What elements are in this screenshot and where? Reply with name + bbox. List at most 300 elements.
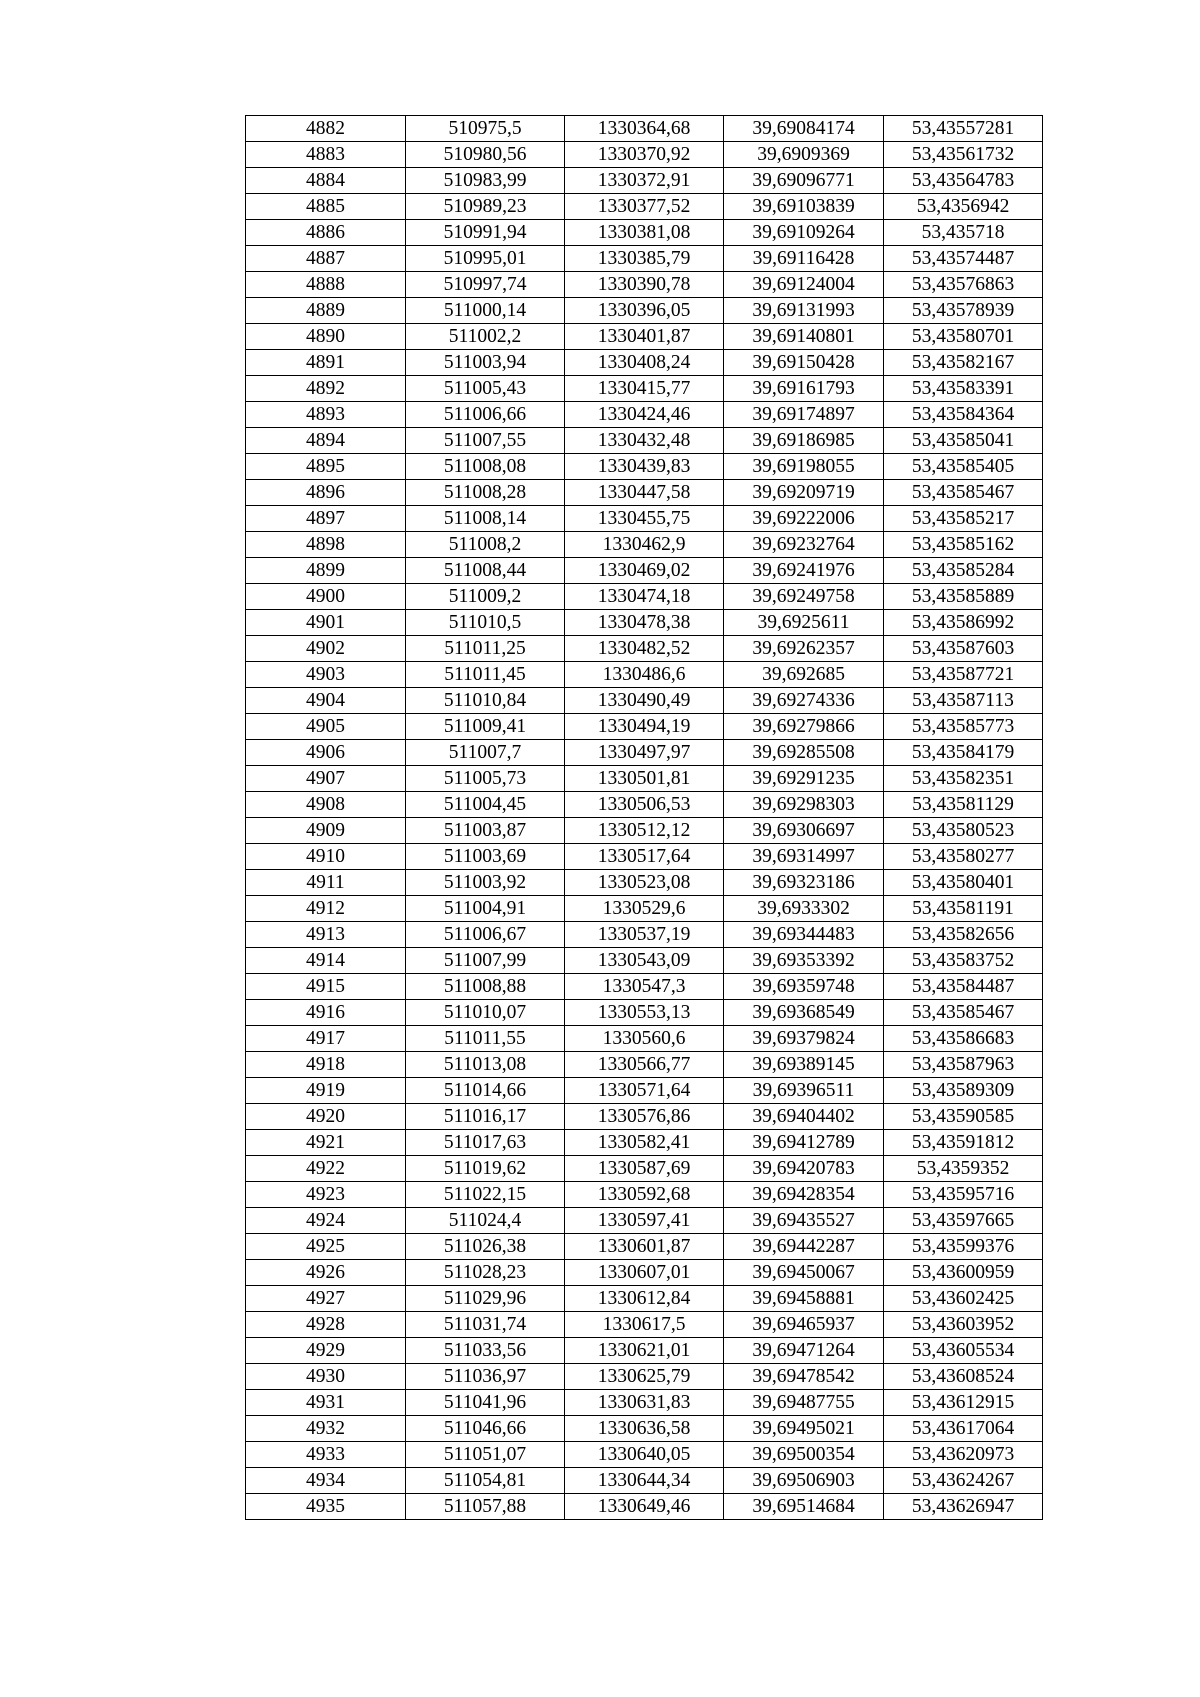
y-coordinate-cell: 1330462,9 <box>565 532 724 558</box>
table-row <box>246 610 1043 636</box>
x-coordinate-cell: 511008,44 <box>406 558 565 584</box>
longitude-cell: 39,6909369 <box>724 142 884 168</box>
longitude-cell: 39,69442287 <box>724 1234 884 1260</box>
latitude-cell: 53,43589309 <box>884 1078 1043 1104</box>
longitude-cell: 39,69323186 <box>724 870 884 896</box>
table-row <box>246 480 1043 506</box>
longitude-cell: 39,69084174 <box>724 116 884 142</box>
latitude-cell: 53,43576863 <box>884 272 1043 298</box>
point-number-cell: 4902 <box>246 636 406 662</box>
latitude-cell: 53,43595716 <box>884 1182 1043 1208</box>
table-row <box>246 428 1043 454</box>
point-number-cell: 4882 <box>246 116 406 142</box>
point-number-cell: 4932 <box>246 1416 406 1442</box>
y-coordinate-cell: 1330377,52 <box>565 194 724 220</box>
coordinates-table <box>245 115 1043 1520</box>
x-coordinate-cell: 511003,94 <box>406 350 565 376</box>
x-coordinate-cell: 511008,2 <box>406 532 565 558</box>
y-coordinate-cell: 1330582,41 <box>565 1130 724 1156</box>
x-coordinate-cell: 511046,66 <box>406 1416 565 1442</box>
longitude-cell: 39,69396511 <box>724 1078 884 1104</box>
y-coordinate-cell: 1330469,02 <box>565 558 724 584</box>
y-coordinate-cell: 1330385,79 <box>565 246 724 272</box>
point-number-cell: 4928 <box>246 1312 406 1338</box>
longitude-cell: 39,69495021 <box>724 1416 884 1442</box>
point-number-cell: 4935 <box>246 1494 406 1520</box>
point-number-cell: 4901 <box>246 610 406 636</box>
table-row <box>246 1234 1043 1260</box>
x-coordinate-cell: 511054,81 <box>406 1468 565 1494</box>
y-coordinate-cell: 1330566,77 <box>565 1052 724 1078</box>
y-coordinate-cell: 1330512,12 <box>565 818 724 844</box>
longitude-cell: 39,69262357 <box>724 636 884 662</box>
point-number-cell: 4888 <box>246 272 406 298</box>
point-number-cell: 4898 <box>246 532 406 558</box>
point-number-cell: 4923 <box>246 1182 406 1208</box>
point-number-cell: 4903 <box>246 662 406 688</box>
table-row <box>246 948 1043 974</box>
longitude-cell: 39,69124004 <box>724 272 884 298</box>
latitude-cell: 53,43580401 <box>884 870 1043 896</box>
latitude-cell: 53,43603952 <box>884 1312 1043 1338</box>
table-row <box>246 402 1043 428</box>
latitude-cell: 53,43581191 <box>884 896 1043 922</box>
table-row <box>246 1442 1043 1468</box>
point-number-cell: 4897 <box>246 506 406 532</box>
longitude-cell: 39,69298303 <box>724 792 884 818</box>
y-coordinate-cell: 1330529,6 <box>565 896 724 922</box>
point-number-cell: 4920 <box>246 1104 406 1130</box>
table-row <box>246 246 1043 272</box>
x-coordinate-cell: 511006,67 <box>406 922 565 948</box>
x-coordinate-cell: 510995,01 <box>406 246 565 272</box>
table-row <box>246 1104 1043 1130</box>
latitude-cell: 53,43587963 <box>884 1052 1043 1078</box>
x-coordinate-cell: 511000,14 <box>406 298 565 324</box>
y-coordinate-cell: 1330612,84 <box>565 1286 724 1312</box>
latitude-cell: 53,43591812 <box>884 1130 1043 1156</box>
longitude-cell: 39,69116428 <box>724 246 884 272</box>
table-row <box>246 1312 1043 1338</box>
longitude-cell: 39,69209719 <box>724 480 884 506</box>
longitude-cell: 39,69353392 <box>724 948 884 974</box>
point-number-cell: 4884 <box>246 168 406 194</box>
table-row <box>246 766 1043 792</box>
y-coordinate-cell: 1330432,48 <box>565 428 724 454</box>
longitude-cell: 39,69306697 <box>724 818 884 844</box>
point-number-cell: 4885 <box>246 194 406 220</box>
latitude-cell: 53,4359352 <box>884 1156 1043 1182</box>
longitude-cell: 39,69198055 <box>724 454 884 480</box>
x-coordinate-cell: 511008,08 <box>406 454 565 480</box>
point-number-cell: 4896 <box>246 480 406 506</box>
x-coordinate-cell: 511005,43 <box>406 376 565 402</box>
latitude-cell: 53,4356942 <box>884 194 1043 220</box>
x-coordinate-cell: 510991,94 <box>406 220 565 246</box>
longitude-cell: 39,69103839 <box>724 194 884 220</box>
x-coordinate-cell: 511010,84 <box>406 688 565 714</box>
x-coordinate-cell: 511004,91 <box>406 896 565 922</box>
latitude-cell: 53,43612915 <box>884 1390 1043 1416</box>
latitude-cell: 53,43602425 <box>884 1286 1043 1312</box>
longitude-cell: 39,69279866 <box>724 714 884 740</box>
x-coordinate-cell: 511019,62 <box>406 1156 565 1182</box>
table-row <box>246 1026 1043 1052</box>
latitude-cell: 53,43582656 <box>884 922 1043 948</box>
longitude-cell: 39,69186985 <box>724 428 884 454</box>
longitude-cell: 39,69241976 <box>724 558 884 584</box>
y-coordinate-cell: 1330631,83 <box>565 1390 724 1416</box>
table-row <box>246 974 1043 1000</box>
latitude-cell: 53,43580701 <box>884 324 1043 350</box>
point-number-cell: 4892 <box>246 376 406 402</box>
table-row <box>246 1468 1043 1494</box>
longitude-cell: 39,69514684 <box>724 1494 884 1520</box>
point-number-cell: 4934 <box>246 1468 406 1494</box>
latitude-cell: 53,43557281 <box>884 116 1043 142</box>
y-coordinate-cell: 1330523,08 <box>565 870 724 896</box>
latitude-cell: 53,43585467 <box>884 1000 1043 1026</box>
x-coordinate-cell: 511009,41 <box>406 714 565 740</box>
latitude-cell: 53,43617064 <box>884 1416 1043 1442</box>
point-number-cell: 4913 <box>246 922 406 948</box>
point-number-cell: 4889 <box>246 298 406 324</box>
longitude-cell: 39,69428354 <box>724 1182 884 1208</box>
x-coordinate-cell: 511024,4 <box>406 1208 565 1234</box>
table-row <box>246 272 1043 298</box>
latitude-cell: 53,43580277 <box>884 844 1043 870</box>
table-row <box>246 168 1043 194</box>
table-row <box>246 1260 1043 1286</box>
latitude-cell: 53,43585217 <box>884 506 1043 532</box>
x-coordinate-cell: 511029,96 <box>406 1286 565 1312</box>
table-row <box>246 844 1043 870</box>
table-row <box>246 194 1043 220</box>
x-coordinate-cell: 510975,5 <box>406 116 565 142</box>
x-coordinate-cell: 511003,69 <box>406 844 565 870</box>
y-coordinate-cell: 1330636,58 <box>565 1416 724 1442</box>
longitude-cell: 39,69500354 <box>724 1442 884 1468</box>
y-coordinate-cell: 1330490,49 <box>565 688 724 714</box>
longitude-cell: 39,692685 <box>724 662 884 688</box>
y-coordinate-cell: 1330372,91 <box>565 168 724 194</box>
table-row <box>246 1156 1043 1182</box>
longitude-cell: 39,69285508 <box>724 740 884 766</box>
point-number-cell: 4916 <box>246 1000 406 1026</box>
x-coordinate-cell: 511005,73 <box>406 766 565 792</box>
x-coordinate-cell: 510980,56 <box>406 142 565 168</box>
latitude-cell: 53,43578939 <box>884 298 1043 324</box>
point-number-cell: 4924 <box>246 1208 406 1234</box>
coordinates-table-body <box>246 116 1043 1520</box>
x-coordinate-cell: 511008,14 <box>406 506 565 532</box>
table-row <box>246 454 1043 480</box>
longitude-cell: 39,69379824 <box>724 1026 884 1052</box>
latitude-cell: 53,43620973 <box>884 1442 1043 1468</box>
y-coordinate-cell: 1330543,09 <box>565 948 724 974</box>
y-coordinate-cell: 1330576,86 <box>565 1104 724 1130</box>
y-coordinate-cell: 1330617,5 <box>565 1312 724 1338</box>
y-coordinate-cell: 1330478,38 <box>565 610 724 636</box>
point-number-cell: 4927 <box>246 1286 406 1312</box>
latitude-cell: 53,43564783 <box>884 168 1043 194</box>
x-coordinate-cell: 511017,63 <box>406 1130 565 1156</box>
point-number-cell: 4886 <box>246 220 406 246</box>
x-coordinate-cell: 511028,23 <box>406 1260 565 1286</box>
x-coordinate-cell: 511003,87 <box>406 818 565 844</box>
table-row <box>246 116 1043 142</box>
latitude-cell: 53,43584179 <box>884 740 1043 766</box>
x-coordinate-cell: 511010,5 <box>406 610 565 636</box>
y-coordinate-cell: 1330497,97 <box>565 740 724 766</box>
x-coordinate-cell: 511016,17 <box>406 1104 565 1130</box>
latitude-cell: 53,43584364 <box>884 402 1043 428</box>
longitude-cell: 39,69389145 <box>724 1052 884 1078</box>
point-number-cell: 4895 <box>246 454 406 480</box>
point-number-cell: 4915 <box>246 974 406 1000</box>
longitude-cell: 39,69109264 <box>724 220 884 246</box>
table-row <box>246 1286 1043 1312</box>
table-row <box>246 298 1043 324</box>
longitude-cell: 39,69140801 <box>724 324 884 350</box>
table-row <box>246 350 1043 376</box>
y-coordinate-cell: 1330396,05 <box>565 298 724 324</box>
table-row <box>246 1000 1043 1026</box>
x-coordinate-cell: 511007,55 <box>406 428 565 454</box>
x-coordinate-cell: 511011,55 <box>406 1026 565 1052</box>
point-number-cell: 4908 <box>246 792 406 818</box>
table-row <box>246 1208 1043 1234</box>
latitude-cell: 53,43590585 <box>884 1104 1043 1130</box>
table-row <box>246 584 1043 610</box>
x-coordinate-cell: 511031,74 <box>406 1312 565 1338</box>
y-coordinate-cell: 1330390,78 <box>565 272 724 298</box>
longitude-cell: 39,69344483 <box>724 922 884 948</box>
latitude-cell: 53,43581129 <box>884 792 1043 818</box>
table-row <box>246 688 1043 714</box>
latitude-cell: 53,43585773 <box>884 714 1043 740</box>
table-row <box>246 1130 1043 1156</box>
y-coordinate-cell: 1330455,75 <box>565 506 724 532</box>
point-number-cell: 4922 <box>246 1156 406 1182</box>
x-coordinate-cell: 510983,99 <box>406 168 565 194</box>
x-coordinate-cell: 511041,96 <box>406 1390 565 1416</box>
latitude-cell: 53,43583752 <box>884 948 1043 974</box>
latitude-cell: 53,43583391 <box>884 376 1043 402</box>
table-row <box>246 1182 1043 1208</box>
y-coordinate-cell: 1330640,05 <box>565 1442 724 1468</box>
point-number-cell: 4899 <box>246 558 406 584</box>
y-coordinate-cell: 1330424,46 <box>565 402 724 428</box>
table-row <box>246 1494 1043 1520</box>
y-coordinate-cell: 1330401,87 <box>565 324 724 350</box>
point-number-cell: 4900 <box>246 584 406 610</box>
y-coordinate-cell: 1330364,68 <box>565 116 724 142</box>
x-coordinate-cell: 511007,99 <box>406 948 565 974</box>
x-coordinate-cell: 511003,92 <box>406 870 565 896</box>
longitude-cell: 39,69420783 <box>724 1156 884 1182</box>
point-number-cell: 4917 <box>246 1026 406 1052</box>
latitude-cell: 53,43624267 <box>884 1468 1043 1494</box>
table-row <box>246 922 1043 948</box>
point-number-cell: 4907 <box>246 766 406 792</box>
table-row <box>246 662 1043 688</box>
point-number-cell: 4883 <box>246 142 406 168</box>
latitude-cell: 53,43608524 <box>884 1364 1043 1390</box>
y-coordinate-cell: 1330571,64 <box>565 1078 724 1104</box>
x-coordinate-cell: 511006,66 <box>406 402 565 428</box>
longitude-cell: 39,69131993 <box>724 298 884 324</box>
y-coordinate-cell: 1330607,01 <box>565 1260 724 1286</box>
longitude-cell: 39,69368549 <box>724 1000 884 1026</box>
longitude-cell: 39,69232764 <box>724 532 884 558</box>
y-coordinate-cell: 1330370,92 <box>565 142 724 168</box>
x-coordinate-cell: 511011,45 <box>406 662 565 688</box>
point-number-cell: 4929 <box>246 1338 406 1364</box>
longitude-cell: 39,69458881 <box>724 1286 884 1312</box>
x-coordinate-cell: 511033,56 <box>406 1338 565 1364</box>
y-coordinate-cell: 1330560,6 <box>565 1026 724 1052</box>
latitude-cell: 53,43587603 <box>884 636 1043 662</box>
y-coordinate-cell: 1330537,19 <box>565 922 724 948</box>
y-coordinate-cell: 1330517,64 <box>565 844 724 870</box>
point-number-cell: 4918 <box>246 1052 406 1078</box>
table-row <box>246 1416 1043 1442</box>
x-coordinate-cell: 511011,25 <box>406 636 565 662</box>
longitude-cell: 39,69450067 <box>724 1260 884 1286</box>
y-coordinate-cell: 1330474,18 <box>565 584 724 610</box>
x-coordinate-cell: 511051,07 <box>406 1442 565 1468</box>
table-row <box>246 142 1043 168</box>
longitude-cell: 39,6933302 <box>724 896 884 922</box>
longitude-cell: 39,69465937 <box>724 1312 884 1338</box>
longitude-cell: 39,69161793 <box>724 376 884 402</box>
x-coordinate-cell: 511010,07 <box>406 1000 565 1026</box>
latitude-cell: 53,43626947 <box>884 1494 1043 1520</box>
latitude-cell: 53,43586683 <box>884 1026 1043 1052</box>
table-row <box>246 1390 1043 1416</box>
longitude-cell: 39,69412789 <box>724 1130 884 1156</box>
x-coordinate-cell: 511057,88 <box>406 1494 565 1520</box>
latitude-cell: 53,43574487 <box>884 246 1043 272</box>
table-row <box>246 714 1043 740</box>
point-number-cell: 4926 <box>246 1260 406 1286</box>
table-row <box>246 506 1043 532</box>
longitude-cell: 39,69435527 <box>724 1208 884 1234</box>
point-number-cell: 4910 <box>246 844 406 870</box>
latitude-cell: 53,43597665 <box>884 1208 1043 1234</box>
x-coordinate-cell: 511036,97 <box>406 1364 565 1390</box>
point-number-cell: 4893 <box>246 402 406 428</box>
x-coordinate-cell: 511007,7 <box>406 740 565 766</box>
table-row <box>246 636 1043 662</box>
latitude-cell: 53,43586992 <box>884 610 1043 636</box>
y-coordinate-cell: 1330625,79 <box>565 1364 724 1390</box>
point-number-cell: 4912 <box>246 896 406 922</box>
x-coordinate-cell: 511009,2 <box>406 584 565 610</box>
point-number-cell: 4930 <box>246 1364 406 1390</box>
latitude-cell: 53,43585162 <box>884 532 1043 558</box>
longitude-cell: 39,69359748 <box>724 974 884 1000</box>
table-row <box>246 1052 1043 1078</box>
point-number-cell: 4909 <box>246 818 406 844</box>
point-number-cell: 4914 <box>246 948 406 974</box>
y-coordinate-cell: 1330486,6 <box>565 662 724 688</box>
table-row <box>246 870 1043 896</box>
point-number-cell: 4887 <box>246 246 406 272</box>
x-coordinate-cell: 511022,15 <box>406 1182 565 1208</box>
latitude-cell: 53,43585284 <box>884 558 1043 584</box>
x-coordinate-cell: 511008,28 <box>406 480 565 506</box>
point-number-cell: 4925 <box>246 1234 406 1260</box>
y-coordinate-cell: 1330547,3 <box>565 974 724 1000</box>
latitude-cell: 53,43587721 <box>884 662 1043 688</box>
y-coordinate-cell: 1330644,34 <box>565 1468 724 1494</box>
longitude-cell: 39,69506903 <box>724 1468 884 1494</box>
point-number-cell: 4919 <box>246 1078 406 1104</box>
table-row <box>246 1078 1043 1104</box>
latitude-cell: 53,43585041 <box>884 428 1043 454</box>
latitude-cell: 53,43599376 <box>884 1234 1043 1260</box>
latitude-cell: 53,43580523 <box>884 818 1043 844</box>
latitude-cell: 53,43584487 <box>884 974 1043 1000</box>
latitude-cell: 53,43585467 <box>884 480 1043 506</box>
y-coordinate-cell: 1330447,58 <box>565 480 724 506</box>
point-number-cell: 4911 <box>246 870 406 896</box>
longitude-cell: 39,69274336 <box>724 688 884 714</box>
table-row <box>246 896 1043 922</box>
x-coordinate-cell: 511004,45 <box>406 792 565 818</box>
latitude-cell: 53,43585889 <box>884 584 1043 610</box>
y-coordinate-cell: 1330415,77 <box>565 376 724 402</box>
table-row <box>246 324 1043 350</box>
table-row <box>246 376 1043 402</box>
longitude-cell: 39,6925611 <box>724 610 884 636</box>
table-row <box>246 740 1043 766</box>
latitude-cell: 53,43582351 <box>884 766 1043 792</box>
latitude-cell: 53,43585405 <box>884 454 1043 480</box>
longitude-cell: 39,69249758 <box>724 584 884 610</box>
latitude-cell: 53,43582167 <box>884 350 1043 376</box>
y-coordinate-cell: 1330506,53 <box>565 792 724 818</box>
table-row <box>246 1338 1043 1364</box>
y-coordinate-cell: 1330439,83 <box>565 454 724 480</box>
x-coordinate-cell: 510989,23 <box>406 194 565 220</box>
y-coordinate-cell: 1330501,81 <box>565 766 724 792</box>
longitude-cell: 39,69404402 <box>724 1104 884 1130</box>
x-coordinate-cell: 511008,88 <box>406 974 565 1000</box>
longitude-cell: 39,69471264 <box>724 1338 884 1364</box>
y-coordinate-cell: 1330597,41 <box>565 1208 724 1234</box>
table-row <box>246 818 1043 844</box>
table-row <box>246 532 1043 558</box>
latitude-cell: 53,43600959 <box>884 1260 1043 1286</box>
y-coordinate-cell: 1330592,68 <box>565 1182 724 1208</box>
point-number-cell: 4906 <box>246 740 406 766</box>
point-number-cell: 4931 <box>246 1390 406 1416</box>
latitude-cell: 53,43587113 <box>884 688 1043 714</box>
point-number-cell: 4894 <box>246 428 406 454</box>
longitude-cell: 39,69150428 <box>724 350 884 376</box>
x-coordinate-cell: 511026,38 <box>406 1234 565 1260</box>
x-coordinate-cell: 511002,2 <box>406 324 565 350</box>
point-number-cell: 4891 <box>246 350 406 376</box>
x-coordinate-cell: 511014,66 <box>406 1078 565 1104</box>
table-row <box>246 1364 1043 1390</box>
point-number-cell: 4921 <box>246 1130 406 1156</box>
latitude-cell: 53,43561732 <box>884 142 1043 168</box>
y-coordinate-cell: 1330649,46 <box>565 1494 724 1520</box>
